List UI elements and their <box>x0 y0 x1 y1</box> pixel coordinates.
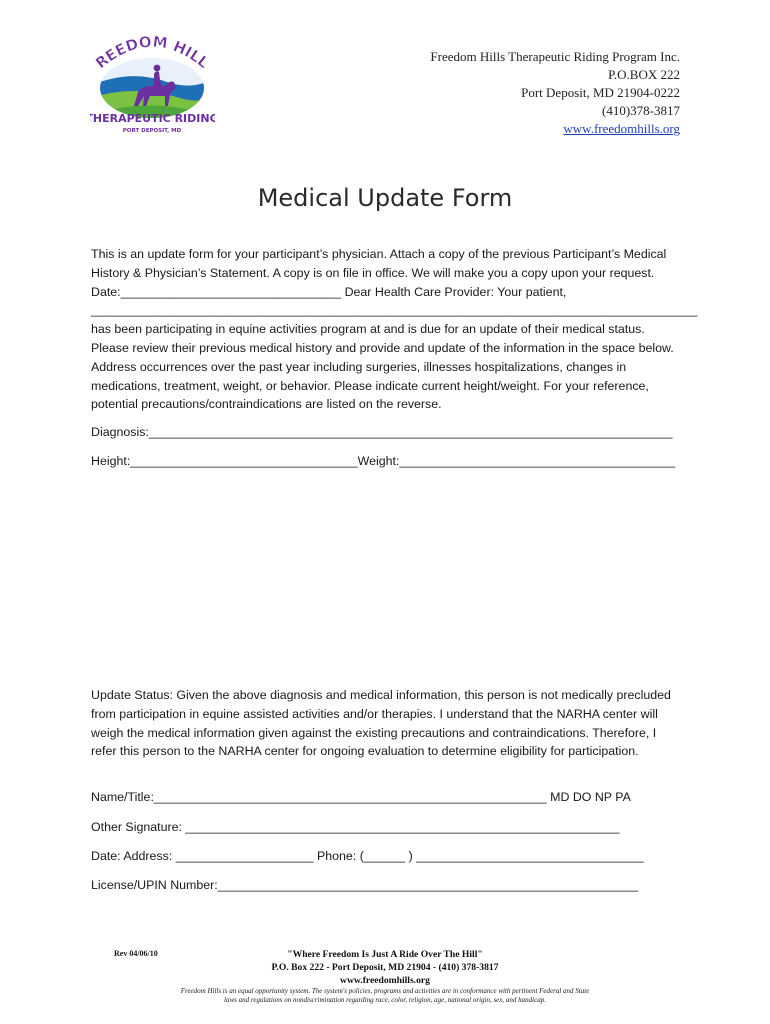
height-weight-field[interactable]: Height:_________________________________Weight:________________________________________ <box>91 454 676 468</box>
org-name: Freedom Hills Therapeutic Riding Program Inc. <box>430 49 680 64</box>
org-website-link[interactable]: www.freedomhills.org <box>563 121 680 136</box>
org-pobox: P.O.BOX 222 <box>608 67 680 82</box>
org-phone: (410)378-3817 <box>602 103 680 118</box>
logo-main-text: THERAPEUTIC RIDING <box>90 112 215 125</box>
logo-sub-text: PORT DEPOSIT, MD <box>122 128 182 134</box>
eeo-line-2: laws and regulations on nondiscrimination regarding race, color, religion, age, national origin, sex, and handicap. <box>224 996 546 1004</box>
date-address-phone-field[interactable]: Date: Address: ____________________ Phone: (______ ) _________________________________ <box>91 849 644 863</box>
diagnosis-field[interactable]: Diagnosis:____________________________________________________________________________ <box>91 425 673 439</box>
equal-opportunity-statement <box>0 987 770 1005</box>
name-title-field[interactable]: Name/Title:_________________________________________________________ MD DO NP PA <box>91 790 631 804</box>
eeo-line-1: Freedom Hills is an equal opportunity system. The system's policies, programs and activities are in conformance with pertinent Federal and State <box>180 987 590 995</box>
footer-website: www.freedomhills.org <box>340 975 430 986</box>
update-status-paragraph: Update Status: Given the above diagnosis and medical information, this person is not medically precluded from participation in equine assisted activities and/or therapies. I understand that the NARHA center will weigh the medical information given against the existing precautions and contraindications. Therefore, I refer this person to the NARHA center for ongoing evaluation to determine eligibility for participation. <box>91 688 671 759</box>
form-title: Medical Update Form <box>257 184 513 212</box>
revision-date: Rev 04/06/10 <box>114 949 158 958</box>
other-signature-field[interactable]: Other Signature: _______________________________________________________________ <box>91 820 620 834</box>
freedom-hills-logo <box>90 28 215 136</box>
footer-motto: "Where Freedom Is Just A Ride Over The Hill" <box>287 949 483 960</box>
organization-address-block <box>430 48 680 138</box>
license-upin-field[interactable]: License/UPIN Number:_____________________________________________________________ <box>91 878 639 892</box>
intro-paragraph: This is an update form for your participant’s physician. Attach a copy of the previous Participant’s Medical History & Physician’s Statement. A copy is on file in office. We will make you a copy upon your request. Date:________________________________ Dear Health Care Provider: Your patient, ________________________________________________________________________________________ has been participating in equine activities program at and is due for an update of their medical status. Please review their previous medical history and provide and update of the information in the space below. Address occurrences over the past year including surgeries, illnesses hospitalizations, changes in medications, treatment, weight, or behavior. Please indicate current height/weight. For your reference, potential precautions/contraindications are listed on the reverse. <box>91 247 698 412</box>
org-city: Port Deposit, MD 21904-0222 <box>521 85 680 100</box>
footer-address: P.O. Box 222 - Port Deposit, MD 21904 - (410) 378-3817 <box>271 962 499 973</box>
logo-top-text: REEDOM HILL <box>92 32 213 73</box>
